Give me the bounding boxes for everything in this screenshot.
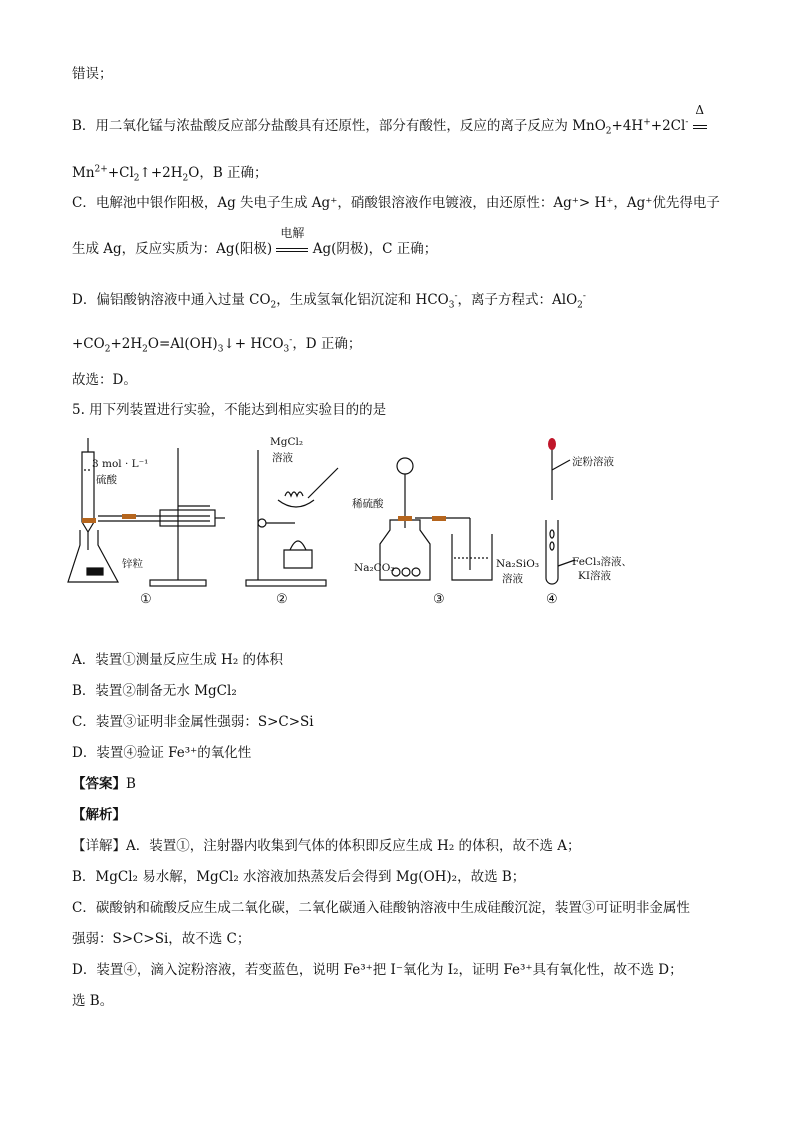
l7b: +2H [110, 336, 143, 352]
fig-num-3: ③ [433, 592, 445, 607]
electrolysis-equals-sign: 电解 [276, 239, 308, 259]
fig-num-1: ① [140, 592, 152, 607]
fig-cap-3d: 溶液 [502, 573, 523, 585]
l7a: +CO [72, 336, 105, 352]
l2b: +4H [611, 118, 644, 134]
detail-2: B．MgCl₂ 易水解，MgCl₂ 水溶液加热蒸发后会得到 Mg(OH)₂，故选 B； [72, 869, 526, 885]
detail-6: 选 B。 [72, 993, 114, 1009]
l6a: D．偏铝酸钠溶液中通入过量 CO [72, 292, 271, 308]
l3a: Mn [72, 165, 95, 181]
l2c: +2Cl [650, 118, 686, 134]
apparatus-figure [60, 430, 740, 610]
line-3: $Mn^{2+}+Cl_2↑+2H_2O$，B 正确； [72, 164, 268, 184]
line-8: 故选：D。 [72, 372, 137, 388]
detail-1: 【详解】A．装置①，注射器内收集到气体的体积即反应生成 H₂ 的体积，故不选 A； [72, 838, 581, 854]
fig-cap-3a: 稀硫酸 [352, 498, 384, 510]
line-5 [72, 226, 438, 259]
l3d: O，B 正确； [188, 165, 268, 181]
fig-cap-3b: Na₂CO₃ [354, 562, 395, 574]
fig-cap-1b: 硫酸 [96, 474, 117, 486]
l2a: B．用二氧化锰与浓盐酸反应部分盐酸具有还原性，部分有酸性，反应的离子反应为 MnO [72, 118, 606, 134]
option-d: D．装置④验证 Fe³⁺的氧化性 [72, 745, 252, 761]
l5a: 生成 Ag，反应实质为：Ag(阳极) [72, 241, 273, 257]
option-b: B．装置②制备无水 MgCl₂ [72, 683, 237, 699]
heat-equals-sign: Δ [693, 116, 707, 136]
fig-num-4: ④ [546, 592, 558, 607]
fig-cap-3c: Na₂SiO₃ [496, 558, 540, 570]
l3b: +Cl [107, 165, 134, 181]
line-4: C．电解池中银作阳极，Ag 失电子生成 Ag⁺，硝酸银溶液作电镀液，由还原性：Ag⁺> H⁺，Ag⁺优先得电子 [72, 195, 720, 211]
line-1: 错误； [72, 66, 113, 82]
answer-value: B [126, 776, 136, 792]
detail-3: C．碳酸钠和硫酸反应生成二氧化碳，二氧化碳通入硅酸钠溶液中生成硅酸沉淀，装置③可证明非金属性 [72, 900, 690, 916]
fig-num-2: ② [276, 592, 288, 607]
l5b: Ag(阴极)，C 正确； [312, 241, 438, 257]
answer-tag: 【答案】 [72, 776, 126, 792]
line-7: $+CO_2+2H_2O=Al(OH)_3↓+ HCO_3^-$，D 正确； [72, 335, 362, 355]
fig-cap-1c: 锌粒 [122, 558, 143, 570]
detail-4: 强弱：S>C>Si，故不选 C； [72, 931, 251, 947]
l3c: ↑+2H [139, 165, 183, 181]
analysis-tag: 【解析】 [72, 807, 126, 823]
option-a: A．装置①测量反应生成 H₂ 的体积 [72, 652, 284, 668]
answer-line [72, 774, 136, 794]
l7c: O=Al(OH) [147, 336, 218, 352]
line-6: D．偏铝酸钠溶液中通入过量 $CO_2$，生成氢氧化铝沉淀和 $HCO_3^-$，离子方程式：AlO$_2$- [72, 291, 586, 311]
fig-cap-2b: 溶液 [272, 452, 293, 464]
l6b: ，生成氢氧化铝沉淀和 HCO [276, 292, 449, 308]
fig-cap-1a: 3 mol · L⁻¹ [92, 458, 149, 470]
fig-cap-4c: KI溶液 [578, 570, 611, 582]
apparatus-drawing [60, 430, 740, 610]
l7e: ，D 正确； [292, 336, 362, 352]
option-c: C．装置③证明非金属性强弱：S>C>Si [72, 714, 314, 730]
l7d: ↓+ HCO [223, 336, 284, 352]
fig-cap-4b: FeCl₃溶液、 [572, 556, 633, 568]
line-2: B．用二氧化锰与浓盐酸反应部分盐酸具有还原性，部分有酸性，反应的离子反应为 MnO$_2$+4H++2Cl- Δ [72, 116, 707, 136]
question-5: 5. 用下列装置进行实验，不能达到相应实验目的的是 [72, 402, 387, 418]
l6c: ，离子方程式：AlO [457, 292, 578, 308]
fig-cap-4a: 淀粉溶液 [572, 456, 614, 468]
detail-5: D．装置④，滴入淀粉溶液，若变蓝色，说明 Fe³⁺把 I⁻氧化为 I₂，证明 Fe³⁺具有氧化性，故不选 D； [72, 962, 683, 978]
fig-cap-2a: MgCl₂ [270, 436, 304, 448]
